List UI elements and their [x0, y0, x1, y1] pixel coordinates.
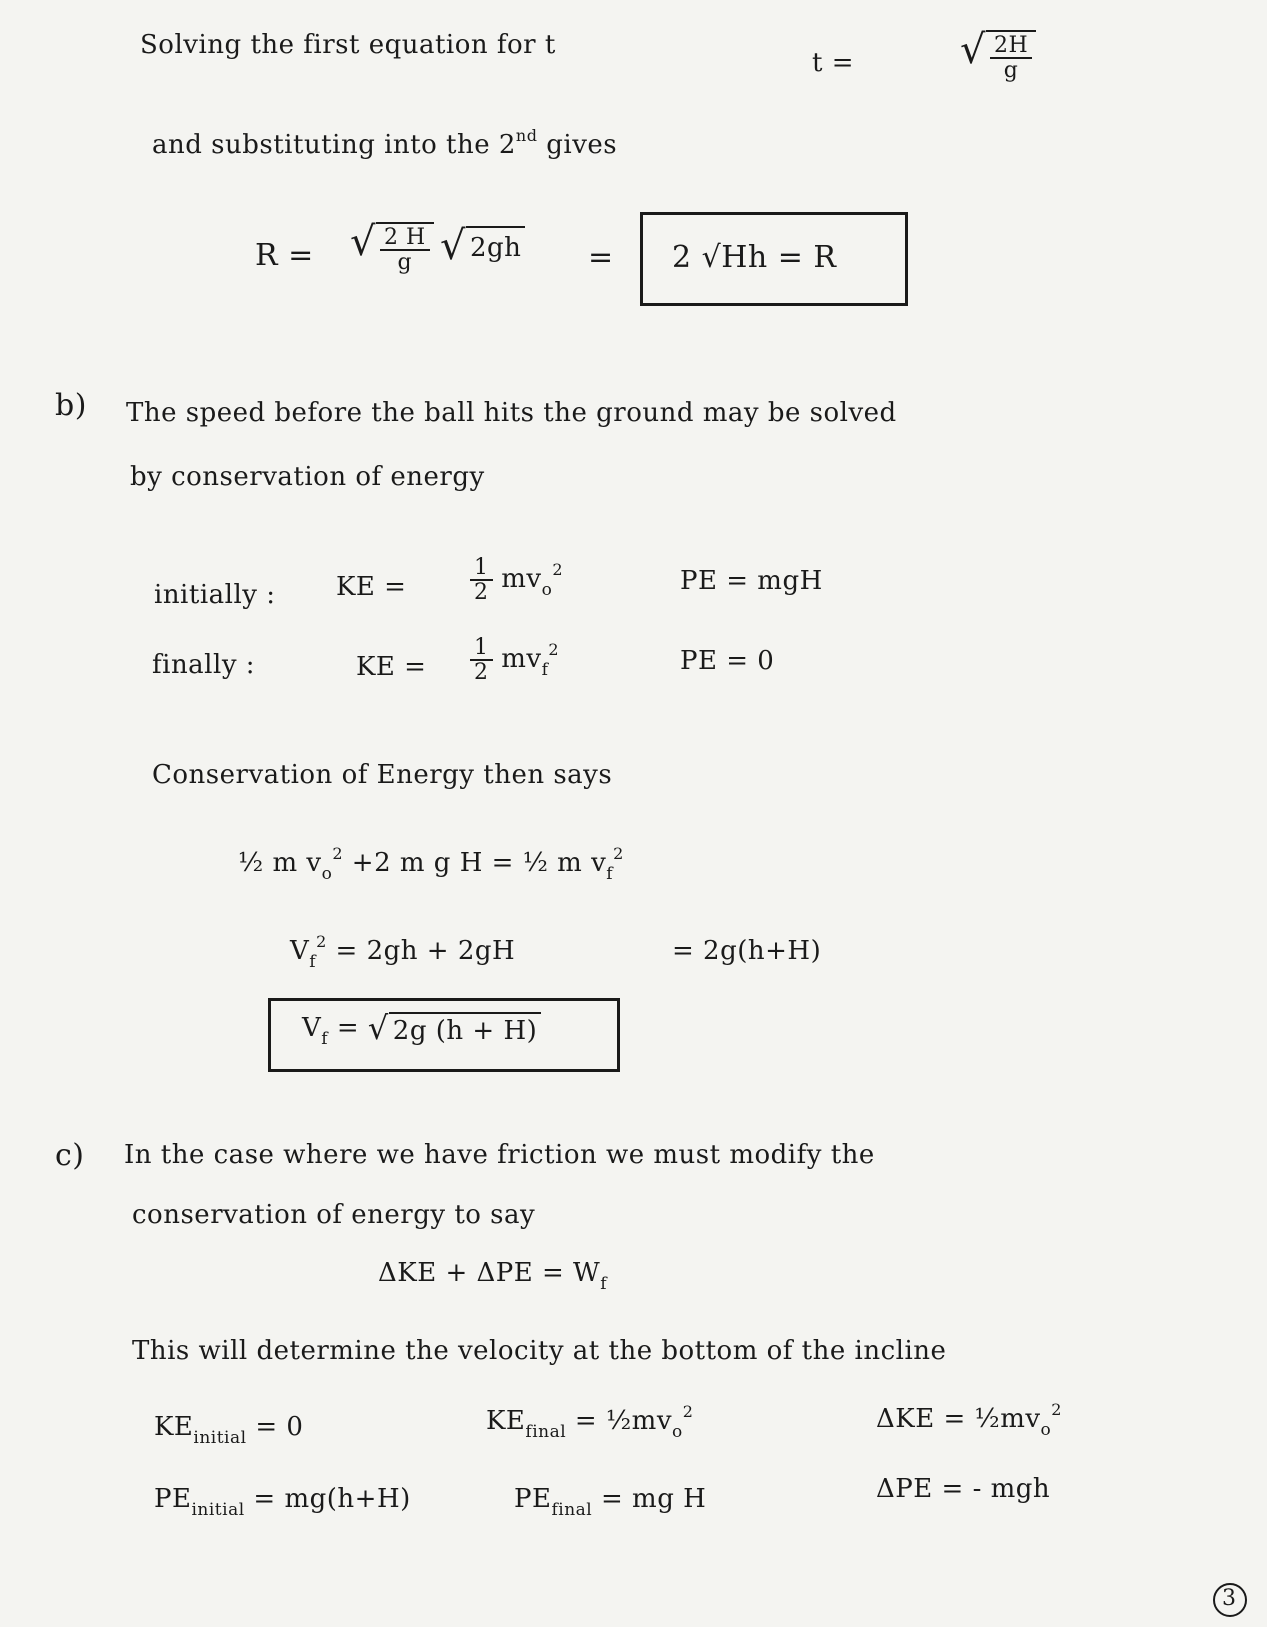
final-ke-sq: 2 [548, 640, 560, 660]
ke-final-sq: 2 [682, 1402, 694, 1421]
part-b-line1: The speed before the ball hits the ground may be solved [126, 398, 897, 428]
t-equation-lhs: t = [812, 48, 854, 78]
final-ke-sub: f [541, 660, 549, 681]
finally-ke-rhs: $\frac{1}{2}$ $mv_f^2$ [470, 636, 559, 684]
initially-label: initially : [154, 580, 276, 610]
delta-ke-sub: o [1040, 1420, 1052, 1440]
pe-final-label: PE [514, 1484, 552, 1514]
ke-final-rhs-sub: o [672, 1422, 683, 1442]
r-frac-den: g [397, 250, 413, 276]
init-ke-sq: 2 [552, 560, 564, 580]
r-rad2: 2gh [466, 226, 525, 266]
eq2-lhs: V [290, 936, 310, 966]
eq1-mid: +2 m g H = [351, 848, 514, 878]
friction-eq-sub: f [600, 1274, 608, 1294]
ke-final [486, 1402, 694, 1442]
vf-eq: = [336, 1013, 360, 1043]
ke-final-label: KE [486, 1406, 526, 1436]
eq1-rhs-sq: 2 [613, 844, 624, 863]
text-line-solving: Solving the first equation for t [140, 30, 556, 60]
friction-equation [378, 1258, 608, 1294]
r-frac-num: 2 H [380, 226, 430, 251]
eq1-rhs-sub: f [606, 864, 614, 884]
part-c-line2: conservation of energy to say [132, 1200, 536, 1230]
finally-label: finally : [152, 650, 256, 680]
conservation-line: Conservation of Energy then says [152, 760, 613, 790]
r-equation-sqrt1: √ $\frac{2 H}{g}$ [350, 222, 434, 274]
part-b-label: b) [55, 388, 87, 423]
delta-ke-sq: 2 [1051, 1400, 1062, 1419]
pe-final-sub: final [551, 1500, 593, 1520]
delta-ke-text: ΔKE = ½mv [876, 1404, 1041, 1434]
ke-initial [154, 1412, 304, 1448]
energy-equation-1 [238, 844, 624, 884]
boxed-r-text: 2 √Hh = R [672, 240, 837, 275]
initially-ke-rhs: $\frac{1}{2}$ $mv_o^2$ [470, 556, 563, 604]
t-equation-sqrt: √ $\frac{2H}{g}$ [960, 30, 1036, 82]
determine-line: This will determine the velocity at the bottom of the incline [132, 1336, 947, 1366]
gives-text: gives [546, 130, 618, 160]
eq2-sub: f [309, 952, 317, 972]
page-number: 3 [1222, 1586, 1237, 1611]
init-ke-sub: o [541, 580, 553, 601]
substituting-text: and substituting into the 2 [152, 130, 516, 160]
delta-ke [876, 1400, 1062, 1440]
pe-initial [154, 1484, 411, 1520]
eq1-sub: o [321, 864, 333, 884]
part-b-line2: by conservation of energy [130, 462, 485, 492]
r-equals: = [588, 240, 614, 275]
initially-ke: KE = [336, 572, 407, 602]
eq2-sq: 2 [316, 932, 327, 951]
energy-equation-2-tail: = 2g(h+H) [672, 936, 822, 966]
final-ke-mv: mv [501, 644, 542, 675]
r-equation-lhs: R = [255, 238, 314, 273]
ke-final-rhs: = ½mv [574, 1406, 673, 1436]
pe-final [514, 1484, 707, 1520]
init-ke-mv: mv [501, 564, 542, 595]
text-line-substituting [152, 126, 618, 160]
boxed-vf: $V_f$ = √ 2g (h + H) [302, 1012, 541, 1046]
eq1-sq: 2 [332, 844, 344, 863]
t-frac-den: g [1003, 58, 1019, 84]
vf-lhs: V [302, 1013, 322, 1043]
pe-initial-sub: initial [191, 1500, 245, 1520]
eq1-rhs: ½ m v [522, 848, 607, 878]
vf-rad: 2g (h + H) [389, 1012, 541, 1046]
part-c-line1: In the case where we have friction we must modify the [124, 1140, 875, 1170]
ke-initial-rhs: = 0 [255, 1412, 304, 1442]
t-frac-num: 2H [990, 34, 1032, 59]
initially-pe: PE = mgH [680, 566, 823, 596]
eq2-rhs: = 2gh + 2gH [335, 936, 516, 966]
pe-initial-label: PE [154, 1484, 192, 1514]
vf-sub: f [321, 1029, 329, 1049]
r-equation-sqrt2: √ 2gh [440, 226, 525, 266]
pe-initial-rhs: = mg(h+H) [253, 1484, 411, 1514]
ke-initial-label: KE [154, 1412, 194, 1442]
part-c-label: c) [55, 1138, 85, 1173]
pe-final-rhs: = mg H [601, 1484, 707, 1514]
finally-ke: KE = [356, 652, 427, 682]
nd-superscript: nd [515, 126, 538, 145]
delta-pe: ΔPE = - mgh [876, 1474, 1051, 1504]
energy-equation-2 [290, 932, 516, 972]
friction-eq-text: ΔKE + ΔPE = W [378, 1258, 601, 1288]
ke-final-sub: final [525, 1422, 567, 1442]
eq1-lhs: ½ m v [238, 848, 322, 878]
finally-pe: PE = 0 [680, 646, 775, 676]
ke-initial-sub: initial [193, 1428, 247, 1448]
